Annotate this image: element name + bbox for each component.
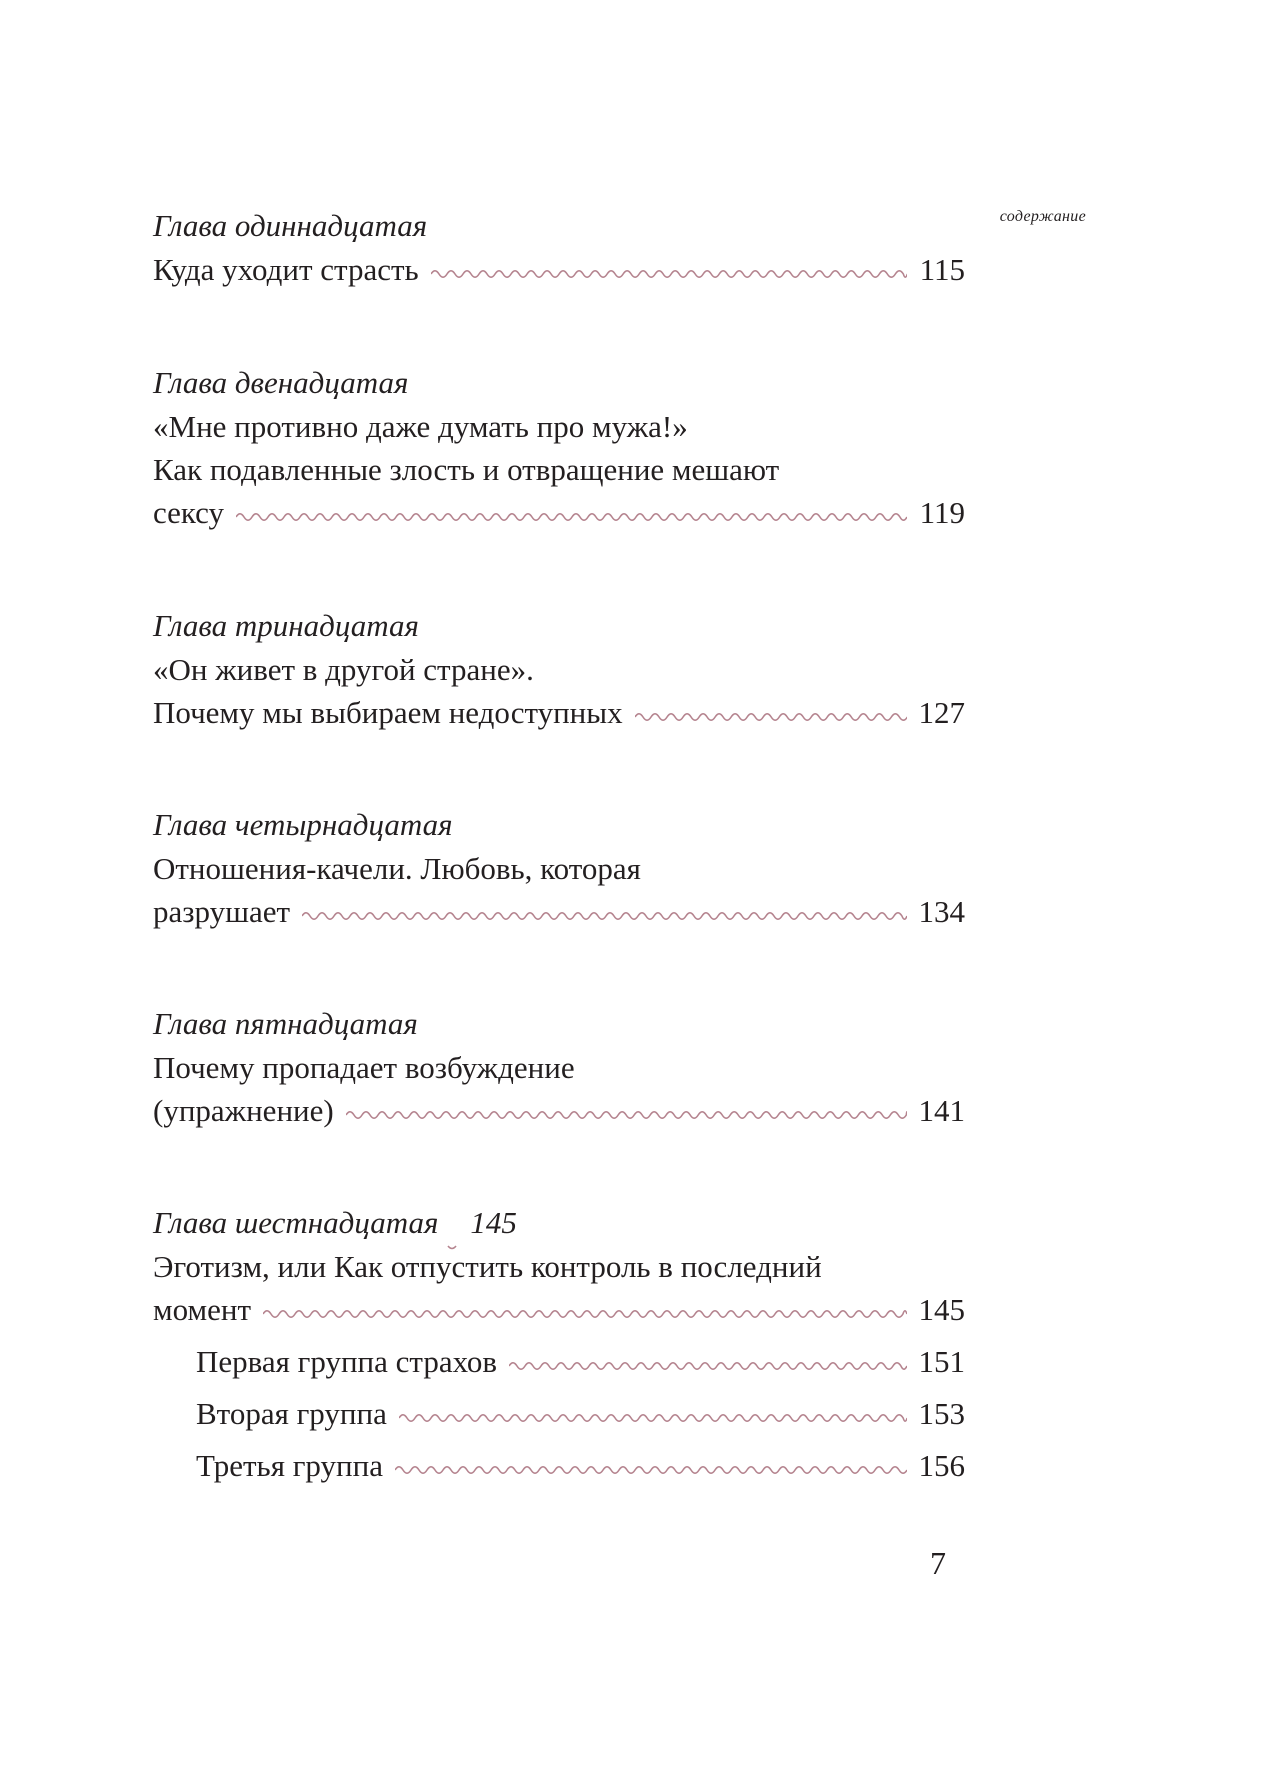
toc-entry[interactable] bbox=[153, 1288, 965, 1331]
entry-title-line: Почему пропадает возбуждение bbox=[153, 1050, 575, 1085]
entry-title: момент bbox=[153, 1292, 252, 1327]
entry-title: (упражнение) bbox=[153, 1093, 334, 1128]
chapter-11 bbox=[153, 204, 965, 291]
wavy-leader bbox=[431, 267, 907, 281]
toc-entry[interactable] bbox=[153, 691, 965, 734]
entry-title: Почему мы выбираем недоступных bbox=[153, 695, 623, 730]
chapter-label: Глава одиннадцатая bbox=[153, 208, 428, 243]
toc-entry[interactable] bbox=[153, 248, 965, 291]
wavy-leader-line bbox=[399, 1411, 907, 1425]
wavy-leader bbox=[395, 1463, 907, 1477]
wavy-leader bbox=[236, 510, 907, 524]
page-number: 153 bbox=[918, 1396, 965, 1431]
toc-subentry[interactable] bbox=[153, 1444, 965, 1487]
small-wave-leader bbox=[444, 1219, 466, 1233]
subentry-title: Вторая группа bbox=[196, 1396, 387, 1431]
entry-title: разрушает bbox=[153, 894, 291, 929]
entry-title-line: «Мне противно даже думать про мужа!» bbox=[153, 409, 688, 444]
wavy-leader bbox=[263, 1307, 907, 1321]
wavy-leader bbox=[302, 909, 907, 923]
wavy-leader bbox=[399, 1411, 907, 1425]
entry-title-line: Отношения-качели. Любовь, которая bbox=[153, 851, 641, 886]
toc-subentry[interactable] bbox=[153, 1340, 965, 1383]
wavy-leader-line bbox=[635, 710, 907, 724]
page-number: 115 bbox=[919, 252, 965, 287]
page-number: 134 bbox=[918, 894, 965, 929]
chapter-15 bbox=[153, 1002, 965, 1132]
wavy-leader-line bbox=[236, 510, 907, 524]
page-folio: 7 bbox=[930, 1545, 946, 1581]
entry-title: Куда уходит страсть bbox=[153, 252, 419, 287]
subentry-title: Первая группа страхов bbox=[196, 1344, 498, 1379]
chapter-14 bbox=[153, 803, 965, 933]
page-number: 119 bbox=[919, 495, 965, 530]
chapter-label-page: 145 bbox=[470, 1205, 517, 1240]
wavy-leader-line bbox=[302, 909, 907, 923]
chapter-label bbox=[153, 1201, 965, 1245]
chapter-16 bbox=[153, 1201, 965, 1487]
running-head: содержание bbox=[999, 208, 1086, 225]
subentry-title: Третья группа bbox=[196, 1448, 383, 1483]
wavy-leader-line bbox=[346, 1108, 907, 1122]
entry-title-line: Эготизм, или Как отпустить контроль в последний bbox=[153, 1249, 822, 1284]
wavy-leader-line bbox=[509, 1359, 907, 1373]
page-number: 156 bbox=[918, 1448, 965, 1483]
wavy-leader-line bbox=[395, 1463, 907, 1477]
entry-title-line: Как подавленные злость и отвращение мешают bbox=[153, 452, 780, 487]
toc-entry[interactable] bbox=[153, 890, 965, 933]
chapter-13 bbox=[153, 604, 965, 734]
page-number: 145 bbox=[918, 1292, 965, 1327]
wavy-leader bbox=[509, 1359, 907, 1373]
toc-entry[interactable] bbox=[153, 1089, 965, 1132]
wavy-leader bbox=[346, 1108, 907, 1122]
chapter-label: Глава пятнадцатая bbox=[153, 1006, 418, 1041]
entry-title-line: «Он живет в другой стране». bbox=[153, 652, 534, 687]
chapter-12 bbox=[153, 361, 965, 534]
chapter-label: Глава двенадцатая bbox=[153, 365, 409, 400]
toc-entry[interactable] bbox=[153, 491, 965, 534]
page-number: 151 bbox=[918, 1344, 965, 1379]
entry-title: сексу bbox=[153, 495, 225, 530]
toc-subentry[interactable] bbox=[153, 1392, 965, 1435]
chapter-label: Глава четырнадцатая bbox=[153, 807, 453, 842]
wavy-leader bbox=[635, 710, 907, 724]
chapter-label-text: Глава шестнадцатая bbox=[153, 1205, 439, 1240]
chapter-label: Глава тринадцатая bbox=[153, 608, 419, 643]
page-number: 141 bbox=[918, 1093, 965, 1128]
wavy-leader-line bbox=[263, 1307, 907, 1321]
page-number: 127 bbox=[918, 695, 965, 730]
wavy-leader-line bbox=[431, 267, 907, 281]
